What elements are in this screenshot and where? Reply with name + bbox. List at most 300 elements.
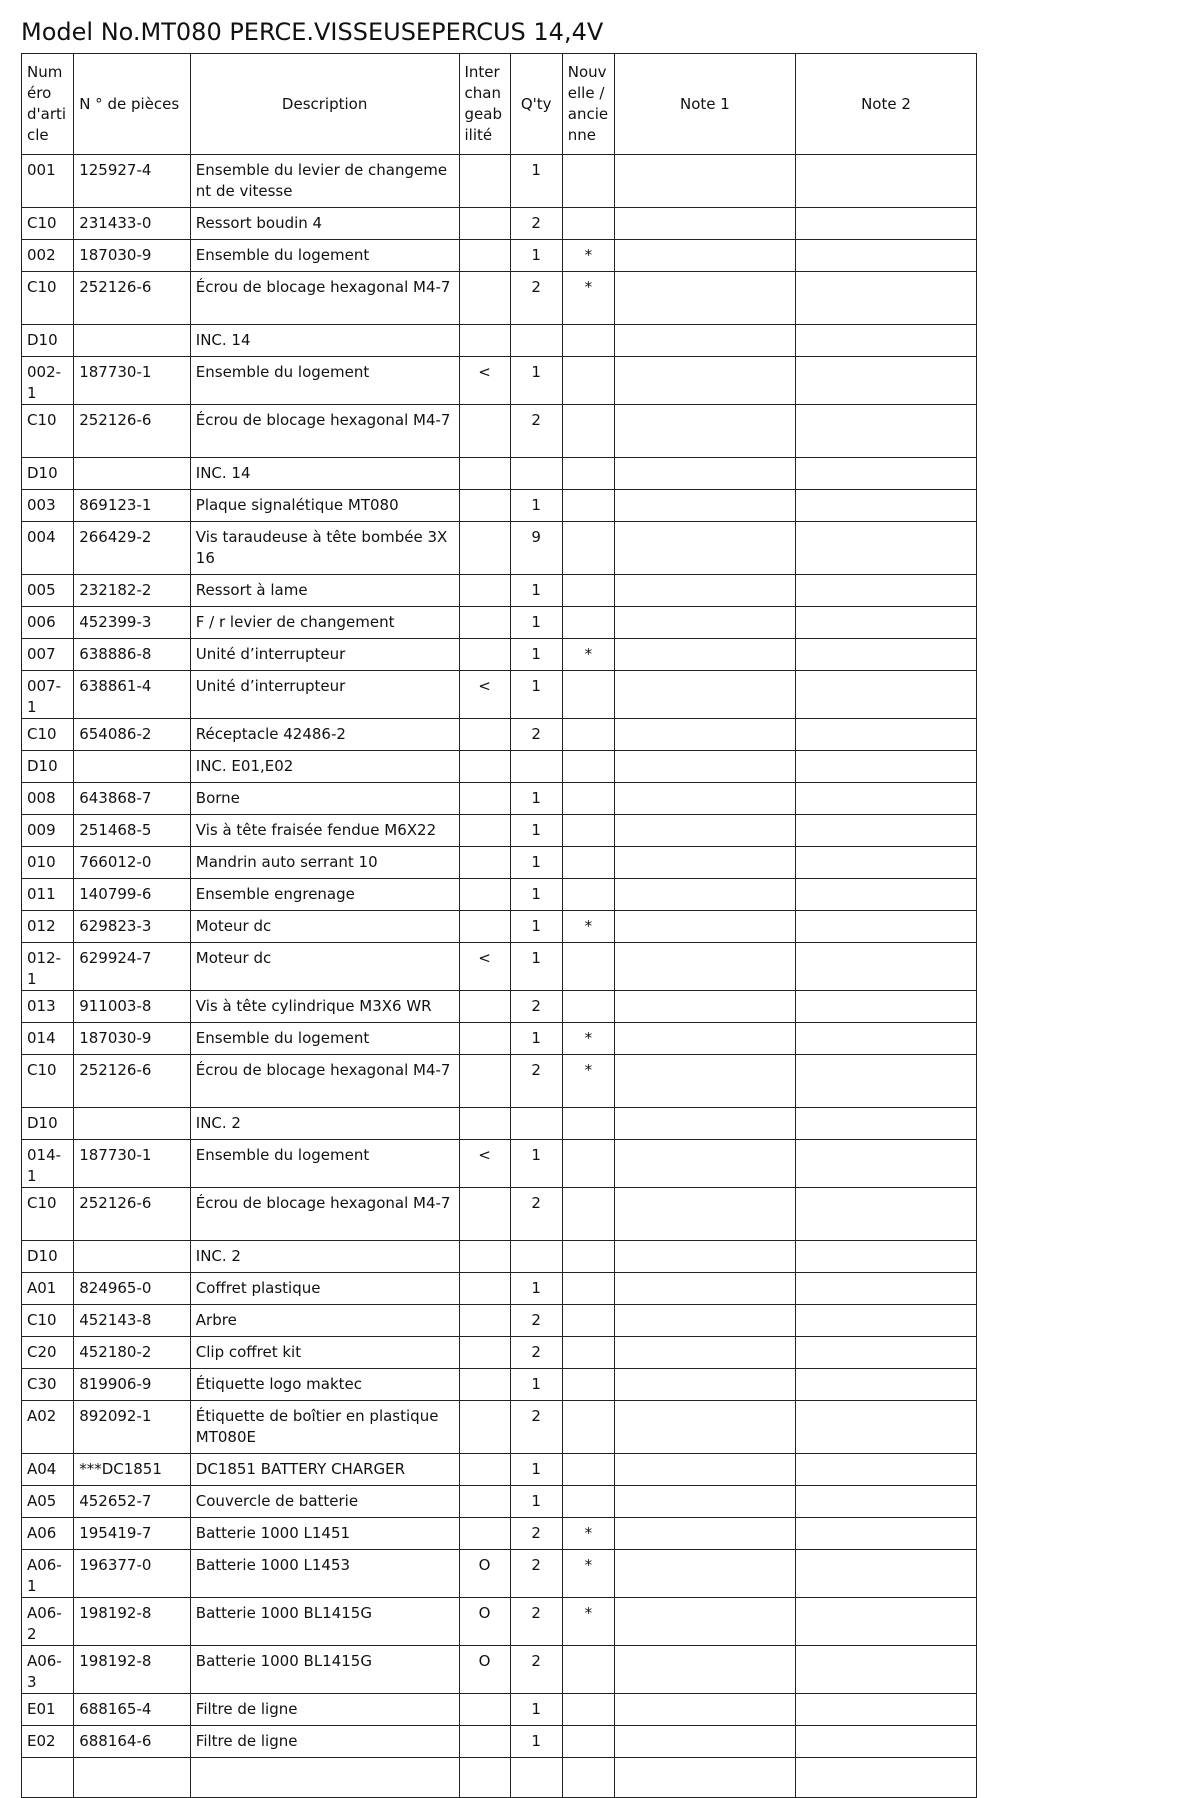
- cell-item-number: C10: [22, 1188, 74, 1241]
- cell-part-number: 125927-4: [74, 155, 191, 208]
- cell-note-1: [614, 575, 795, 607]
- cell-note-1: [614, 240, 795, 272]
- cell-interchangeability: [459, 1023, 510, 1055]
- cell-quantity: 2: [510, 719, 562, 751]
- cell-note-2: [795, 815, 976, 847]
- table-header-row: [22, 54, 977, 155]
- table-row: [22, 879, 977, 911]
- table-row-empty: [22, 1758, 977, 1798]
- empty-cell: [562, 1758, 614, 1798]
- cell-note-1: [614, 1108, 795, 1140]
- cell-note-1: [614, 1305, 795, 1337]
- table-row: [22, 1726, 977, 1758]
- cell-part-number: 187030-9: [74, 240, 191, 272]
- cell-new-old: [562, 719, 614, 751]
- cell-part-number: 252126-6: [74, 1055, 191, 1108]
- cell-new-old: [562, 1305, 614, 1337]
- cell-item-number: 001: [22, 155, 74, 208]
- empty-cell: [22, 1758, 74, 1798]
- cell-note-1: [614, 1055, 795, 1108]
- cell-note-2: [795, 671, 976, 719]
- cell-note-1: [614, 1241, 795, 1273]
- header-item-number: Numéro d'article: [22, 54, 74, 155]
- cell-item-number: A06-2: [22, 1598, 74, 1646]
- cell-new-old: [562, 1140, 614, 1188]
- cell-new-old: [562, 1273, 614, 1305]
- cell-new-old: [562, 1454, 614, 1486]
- cell-note-1: [614, 272, 795, 325]
- cell-quantity: 2: [510, 1401, 562, 1454]
- table-row: [22, 751, 977, 783]
- table-row: [22, 1518, 977, 1550]
- header-new-old: Nouvelle / ancienne: [562, 54, 614, 155]
- header-part-number: N ° de pièces: [74, 54, 191, 155]
- cell-note-1: [614, 155, 795, 208]
- table-row: [22, 1188, 977, 1241]
- cell-description: Ressort boudin 4: [190, 208, 459, 240]
- empty-cell: [614, 1758, 795, 1798]
- cell-new-old: *: [562, 1518, 614, 1550]
- cell-description: INC. 2: [190, 1108, 459, 1140]
- cell-item-number: A04: [22, 1454, 74, 1486]
- cell-description: Batterie 1000 BL1415G: [190, 1646, 459, 1694]
- cell-description: F / r levier de changement: [190, 607, 459, 639]
- cell-interchangeability: [459, 1055, 510, 1108]
- cell-item-number: C10: [22, 1305, 74, 1337]
- cell-interchangeability: [459, 458, 510, 490]
- cell-description: Écrou de blocage hexagonal M4-7: [190, 1055, 459, 1108]
- cell-item-number: 007: [22, 639, 74, 671]
- cell-description: Couvercle de batterie: [190, 1486, 459, 1518]
- cell-item-number: A05: [22, 1486, 74, 1518]
- cell-note-2: [795, 405, 976, 458]
- cell-description: Étiquette logo maktec: [190, 1369, 459, 1401]
- cell-note-2: [795, 1694, 976, 1726]
- cell-interchangeability: <: [459, 357, 510, 405]
- cell-quantity: 2: [510, 991, 562, 1023]
- cell-quantity: 2: [510, 1337, 562, 1369]
- cell-note-1: [614, 1598, 795, 1646]
- header-note-1: Note 1: [614, 54, 795, 155]
- cell-note-2: [795, 240, 976, 272]
- cell-note-1: [614, 783, 795, 815]
- cell-quantity: 9: [510, 522, 562, 575]
- table-row: [22, 1486, 977, 1518]
- cell-part-number: [74, 325, 191, 357]
- cell-description: Ensemble du logement: [190, 1023, 459, 1055]
- cell-quantity: 1: [510, 490, 562, 522]
- cell-note-1: [614, 815, 795, 847]
- cell-description: INC. E01,E02: [190, 751, 459, 783]
- cell-note-2: [795, 1055, 976, 1108]
- cell-interchangeability: [459, 1241, 510, 1273]
- cell-note-1: [614, 1023, 795, 1055]
- cell-item-number: D10: [22, 1108, 74, 1140]
- cell-item-number: 002-1: [22, 357, 74, 405]
- cell-note-2: [795, 1241, 976, 1273]
- cell-quantity: 1: [510, 357, 562, 405]
- cell-note-2: [795, 1454, 976, 1486]
- header-description: Description: [190, 54, 459, 155]
- cell-note-1: [614, 1140, 795, 1188]
- cell-new-old: *: [562, 1055, 614, 1108]
- table-row: [22, 1401, 977, 1454]
- cell-quantity: [510, 458, 562, 490]
- cell-description: INC. 14: [190, 458, 459, 490]
- table-row: [22, 240, 977, 272]
- cell-quantity: 1: [510, 575, 562, 607]
- cell-part-number: 198192-8: [74, 1598, 191, 1646]
- cell-note-2: [795, 751, 976, 783]
- cell-note-2: [795, 1188, 976, 1241]
- table-row: [22, 1694, 977, 1726]
- cell-item-number: 004: [22, 522, 74, 575]
- table-row: [22, 847, 977, 879]
- cell-note-1: [614, 1726, 795, 1758]
- cell-quantity: 1: [510, 783, 562, 815]
- cell-note-1: [614, 490, 795, 522]
- cell-new-old: [562, 783, 614, 815]
- cell-new-old: [562, 1486, 614, 1518]
- cell-new-old: [562, 1108, 614, 1140]
- cell-note-2: [795, 1726, 976, 1758]
- cell-interchangeability: [459, 208, 510, 240]
- cell-interchangeability: O: [459, 1598, 510, 1646]
- cell-quantity: [510, 1241, 562, 1273]
- cell-note-1: [614, 1486, 795, 1518]
- cell-description: Ensemble du logement: [190, 240, 459, 272]
- cell-new-old: [562, 1726, 614, 1758]
- cell-part-number: 452180-2: [74, 1337, 191, 1369]
- cell-new-old: [562, 1694, 614, 1726]
- cell-interchangeability: [459, 1337, 510, 1369]
- cell-quantity: 1: [510, 639, 562, 671]
- cell-note-1: [614, 1337, 795, 1369]
- cell-part-number: 643868-7: [74, 783, 191, 815]
- cell-note-2: [795, 272, 976, 325]
- cell-new-old: *: [562, 911, 614, 943]
- cell-interchangeability: [459, 1188, 510, 1241]
- cell-note-2: [795, 1023, 976, 1055]
- cell-part-number: 252126-6: [74, 405, 191, 458]
- table-row: [22, 458, 977, 490]
- cell-note-2: [795, 719, 976, 751]
- cell-interchangeability: [459, 1486, 510, 1518]
- cell-quantity: 2: [510, 1518, 562, 1550]
- cell-interchangeability: [459, 639, 510, 671]
- cell-item-number: 007-1: [22, 671, 74, 719]
- cell-note-1: [614, 751, 795, 783]
- cell-new-old: [562, 1241, 614, 1273]
- cell-note-1: [614, 991, 795, 1023]
- cell-part-number: 187730-1: [74, 1140, 191, 1188]
- cell-interchangeability: [459, 1369, 510, 1401]
- cell-item-number: 012: [22, 911, 74, 943]
- cell-description: Ensemble du logement: [190, 357, 459, 405]
- table-row: [22, 607, 977, 639]
- cell-quantity: 2: [510, 1305, 562, 1337]
- cell-part-number: 869123-1: [74, 490, 191, 522]
- cell-description: Étiquette de boîtier en plastique MT080E: [190, 1401, 459, 1454]
- table-row: [22, 325, 977, 357]
- cell-item-number: C10: [22, 719, 74, 751]
- cell-note-1: [614, 1273, 795, 1305]
- cell-note-2: [795, 522, 976, 575]
- cell-interchangeability: [459, 879, 510, 911]
- cell-quantity: 2: [510, 405, 562, 458]
- cell-description: Filtre de ligne: [190, 1726, 459, 1758]
- cell-part-number: 232182-2: [74, 575, 191, 607]
- table-row: [22, 1646, 977, 1694]
- cell-note-2: [795, 847, 976, 879]
- cell-description: Ensemble engrenage: [190, 879, 459, 911]
- cell-note-2: [795, 1550, 976, 1598]
- table-row: [22, 1023, 977, 1055]
- cell-note-1: [614, 1454, 795, 1486]
- cell-quantity: 1: [510, 1140, 562, 1188]
- cell-new-old: [562, 1337, 614, 1369]
- cell-note-2: [795, 1646, 976, 1694]
- empty-cell: [795, 1758, 976, 1798]
- cell-part-number: 688164-6: [74, 1726, 191, 1758]
- cell-interchangeability: O: [459, 1646, 510, 1694]
- table-row: [22, 1454, 977, 1486]
- cell-description: Borne: [190, 783, 459, 815]
- cell-part-number: 638886-8: [74, 639, 191, 671]
- cell-description: Moteur dc: [190, 911, 459, 943]
- table-row: [22, 405, 977, 458]
- cell-quantity: 1: [510, 1486, 562, 1518]
- cell-new-old: [562, 458, 614, 490]
- table-row: [22, 1337, 977, 1369]
- cell-note-2: [795, 1140, 976, 1188]
- cell-interchangeability: [459, 155, 510, 208]
- cell-part-number: 892092-1: [74, 1401, 191, 1454]
- parts-table-body: [22, 155, 977, 1798]
- cell-quantity: 1: [510, 607, 562, 639]
- cell-item-number: E01: [22, 1694, 74, 1726]
- cell-note-1: [614, 607, 795, 639]
- cell-description: Réceptacle 42486-2: [190, 719, 459, 751]
- cell-new-old: [562, 575, 614, 607]
- cell-interchangeability: [459, 575, 510, 607]
- cell-new-old: [562, 1369, 614, 1401]
- cell-quantity: 2: [510, 208, 562, 240]
- cell-interchangeability: [459, 1726, 510, 1758]
- cell-quantity: 1: [510, 671, 562, 719]
- empty-cell: [510, 1758, 562, 1798]
- cell-description: Clip coffret kit: [190, 1337, 459, 1369]
- cell-interchangeability: [459, 1401, 510, 1454]
- cell-note-1: [614, 458, 795, 490]
- cell-description: Ressort à lame: [190, 575, 459, 607]
- cell-description: Écrou de blocage hexagonal M4-7: [190, 1188, 459, 1241]
- cell-note-1: [614, 911, 795, 943]
- cell-note-1: [614, 1188, 795, 1241]
- cell-part-number: 766012-0: [74, 847, 191, 879]
- cell-item-number: A06-1: [22, 1550, 74, 1598]
- cell-quantity: 1: [510, 1023, 562, 1055]
- table-row: [22, 575, 977, 607]
- header-quantity: Q'ty: [510, 54, 562, 155]
- cell-item-number: D10: [22, 1241, 74, 1273]
- cell-quantity: 2: [510, 1188, 562, 1241]
- cell-new-old: [562, 405, 614, 458]
- cell-quantity: 1: [510, 155, 562, 208]
- cell-item-number: 005: [22, 575, 74, 607]
- cell-item-number: E02: [22, 1726, 74, 1758]
- cell-description: Ensemble du levier de changement de vitesse: [190, 155, 459, 208]
- cell-new-old: [562, 325, 614, 357]
- cell-new-old: [562, 607, 614, 639]
- cell-part-number: 196377-0: [74, 1550, 191, 1598]
- empty-cell: [74, 1758, 191, 1798]
- cell-quantity: 1: [510, 847, 562, 879]
- cell-interchangeability: [459, 1518, 510, 1550]
- cell-part-number: 452143-8: [74, 1305, 191, 1337]
- table-row: [22, 639, 977, 671]
- table-row: [22, 155, 977, 208]
- cell-note-2: [795, 490, 976, 522]
- cell-part-number: 252126-6: [74, 272, 191, 325]
- table-row: [22, 991, 977, 1023]
- cell-note-1: [614, 943, 795, 991]
- cell-part-number: 819906-9: [74, 1369, 191, 1401]
- table-row: [22, 208, 977, 240]
- cell-note-2: [795, 1108, 976, 1140]
- cell-new-old: *: [562, 272, 614, 325]
- cell-interchangeability: [459, 240, 510, 272]
- cell-item-number: D10: [22, 458, 74, 490]
- cell-part-number: 629924-7: [74, 943, 191, 991]
- cell-item-number: 003: [22, 490, 74, 522]
- cell-interchangeability: [459, 911, 510, 943]
- cell-part-number: 911003-8: [74, 991, 191, 1023]
- cell-description: Écrou de blocage hexagonal M4-7: [190, 272, 459, 325]
- cell-part-number: [74, 751, 191, 783]
- cell-item-number: C30: [22, 1369, 74, 1401]
- cell-new-old: *: [562, 1023, 614, 1055]
- cell-interchangeability: [459, 815, 510, 847]
- cell-interchangeability: [459, 1273, 510, 1305]
- cell-note-2: [795, 1401, 976, 1454]
- cell-note-2: [795, 1273, 976, 1305]
- table-row: [22, 1369, 977, 1401]
- cell-item-number: A06-3: [22, 1646, 74, 1694]
- table-row: [22, 1241, 977, 1273]
- cell-description: Filtre de ligne: [190, 1694, 459, 1726]
- cell-new-old: *: [562, 639, 614, 671]
- cell-interchangeability: [459, 783, 510, 815]
- cell-description: INC. 2: [190, 1241, 459, 1273]
- cell-item-number: C10: [22, 208, 74, 240]
- cell-quantity: 2: [510, 272, 562, 325]
- cell-new-old: *: [562, 240, 614, 272]
- cell-part-number: ***DC1851: [74, 1454, 191, 1486]
- cell-note-1: [614, 325, 795, 357]
- cell-note-2: [795, 208, 976, 240]
- cell-note-1: [614, 1518, 795, 1550]
- cell-note-2: [795, 783, 976, 815]
- cell-new-old: [562, 357, 614, 405]
- cell-note-2: [795, 943, 976, 991]
- parts-table: [21, 53, 977, 1798]
- cell-note-2: [795, 991, 976, 1023]
- empty-cell: [459, 1758, 510, 1798]
- cell-new-old: [562, 991, 614, 1023]
- table-row: [22, 671, 977, 719]
- cell-new-old: [562, 751, 614, 783]
- cell-item-number: A01: [22, 1273, 74, 1305]
- cell-description: Arbre: [190, 1305, 459, 1337]
- cell-item-number: 002: [22, 240, 74, 272]
- cell-note-2: [795, 575, 976, 607]
- header-note-2: Note 2: [795, 54, 976, 155]
- cell-note-2: [795, 1486, 976, 1518]
- cell-note-2: [795, 1598, 976, 1646]
- cell-interchangeability: [459, 522, 510, 575]
- page-title: Model No.MT080 PERCE.VISSEUSEPERCUS 14,4V: [21, 18, 604, 46]
- cell-part-number: 251468-5: [74, 815, 191, 847]
- cell-item-number: 009: [22, 815, 74, 847]
- table-row: [22, 1550, 977, 1598]
- cell-note-1: [614, 1401, 795, 1454]
- table-row: [22, 943, 977, 991]
- cell-note-1: [614, 1694, 795, 1726]
- cell-part-number: 452652-7: [74, 1486, 191, 1518]
- table-row: [22, 783, 977, 815]
- cell-item-number: 010: [22, 847, 74, 879]
- cell-description: Coffret plastique: [190, 1273, 459, 1305]
- table-row: [22, 911, 977, 943]
- cell-item-number: A06: [22, 1518, 74, 1550]
- cell-new-old: *: [562, 1598, 614, 1646]
- cell-new-old: [562, 1401, 614, 1454]
- cell-item-number: 008: [22, 783, 74, 815]
- cell-new-old: [562, 671, 614, 719]
- cell-note-1: [614, 522, 795, 575]
- cell-part-number: 252126-6: [74, 1188, 191, 1241]
- cell-interchangeability: [459, 405, 510, 458]
- cell-item-number: 014: [22, 1023, 74, 1055]
- cell-part-number: [74, 1241, 191, 1273]
- cell-item-number: 013: [22, 991, 74, 1023]
- cell-item-number: D10: [22, 751, 74, 783]
- cell-quantity: 1: [510, 815, 562, 847]
- cell-note-2: [795, 911, 976, 943]
- cell-quantity: 1: [510, 1694, 562, 1726]
- cell-interchangeability: <: [459, 671, 510, 719]
- table-row: [22, 490, 977, 522]
- cell-interchangeability: [459, 607, 510, 639]
- cell-part-number: 452399-3: [74, 607, 191, 639]
- table-row: [22, 1055, 977, 1108]
- cell-new-old: [562, 522, 614, 575]
- cell-note-1: [614, 1369, 795, 1401]
- cell-item-number: 014-1: [22, 1140, 74, 1188]
- table-row: [22, 815, 977, 847]
- cell-note-2: [795, 357, 976, 405]
- cell-description: Moteur dc: [190, 943, 459, 991]
- cell-interchangeability: [459, 991, 510, 1023]
- cell-description: DC1851 BATTERY CHARGER: [190, 1454, 459, 1486]
- cell-description: Batterie 1000 L1451: [190, 1518, 459, 1550]
- cell-note-2: [795, 1369, 976, 1401]
- cell-interchangeability: [459, 490, 510, 522]
- empty-cell: [190, 1758, 459, 1798]
- cell-item-number: C10: [22, 272, 74, 325]
- cell-interchangeability: [459, 751, 510, 783]
